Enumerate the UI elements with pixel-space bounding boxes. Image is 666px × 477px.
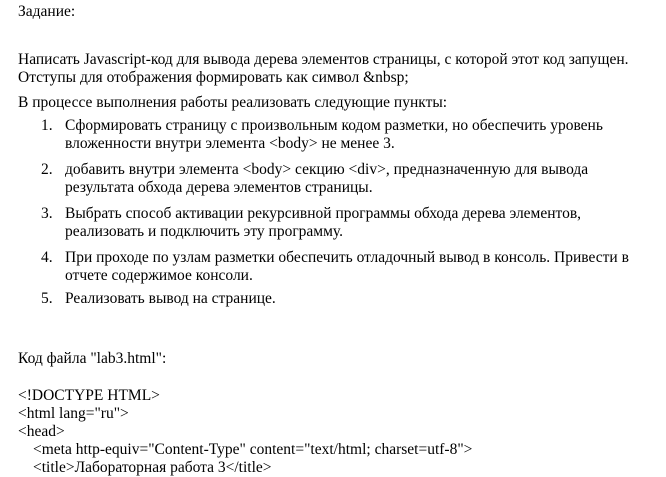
- steps-intro: В процессе выполнения работы реализовать следующие пункты:: [18, 94, 448, 111]
- list-item-number: 5.: [41, 290, 53, 307]
- list-item-text: Реализовать вывод на странице.: [65, 290, 276, 307]
- list-item-text: При проходе по узлам разметки обеспечить отладочный вывод в консоль. Привести в: [65, 249, 629, 266]
- list-item-text: Выбрать способ активации рекурсивной программы обхода дерева элементов,: [65, 205, 582, 222]
- task-heading: Задание:: [18, 3, 76, 20]
- list-item-text-continued: отчете содержимое консоли.: [65, 267, 253, 284]
- list-item-text-continued: результата обхода дерева элементов страницы.: [65, 179, 373, 196]
- list-item-number: 3.: [41, 205, 53, 222]
- list-item-text: Сформировать страницу с произвольным кодом разметки, но обеспечить уровень: [65, 117, 603, 134]
- list-item-number: 4.: [41, 249, 53, 266]
- code-line: <!DOCTYPE HTML>: [18, 387, 160, 404]
- list-item-text: добавить внутри элемента <body> секцию <div>, предназначенную для вывода: [65, 161, 589, 178]
- file-label: Код файла "lab3.html":: [18, 350, 167, 367]
- code-line: <meta http-equiv="Content-Type" content="text/html; charset=utf-8">: [33, 441, 473, 458]
- list-item-text-continued: вложенности внутри элемента <body> не менее 3.: [65, 135, 395, 152]
- code-line: <html lang="ru">: [18, 405, 129, 422]
- intro-line-1: Написать Javascript-код для вывода дерева элементов страницы, с которой этот код запущен.: [18, 51, 629, 68]
- intro-line-2: Отступы для отображения формировать как символ &nbsp;: [18, 69, 409, 86]
- list-item-number: 1.: [41, 117, 53, 134]
- list-item-text-continued: реализовать и подключить эту программу.: [65, 223, 343, 240]
- code-line: <head>: [18, 423, 65, 440]
- list-item-number: 2.: [41, 161, 53, 178]
- code-line: <title>Лабораторная работа 3</title>: [33, 459, 272, 476]
